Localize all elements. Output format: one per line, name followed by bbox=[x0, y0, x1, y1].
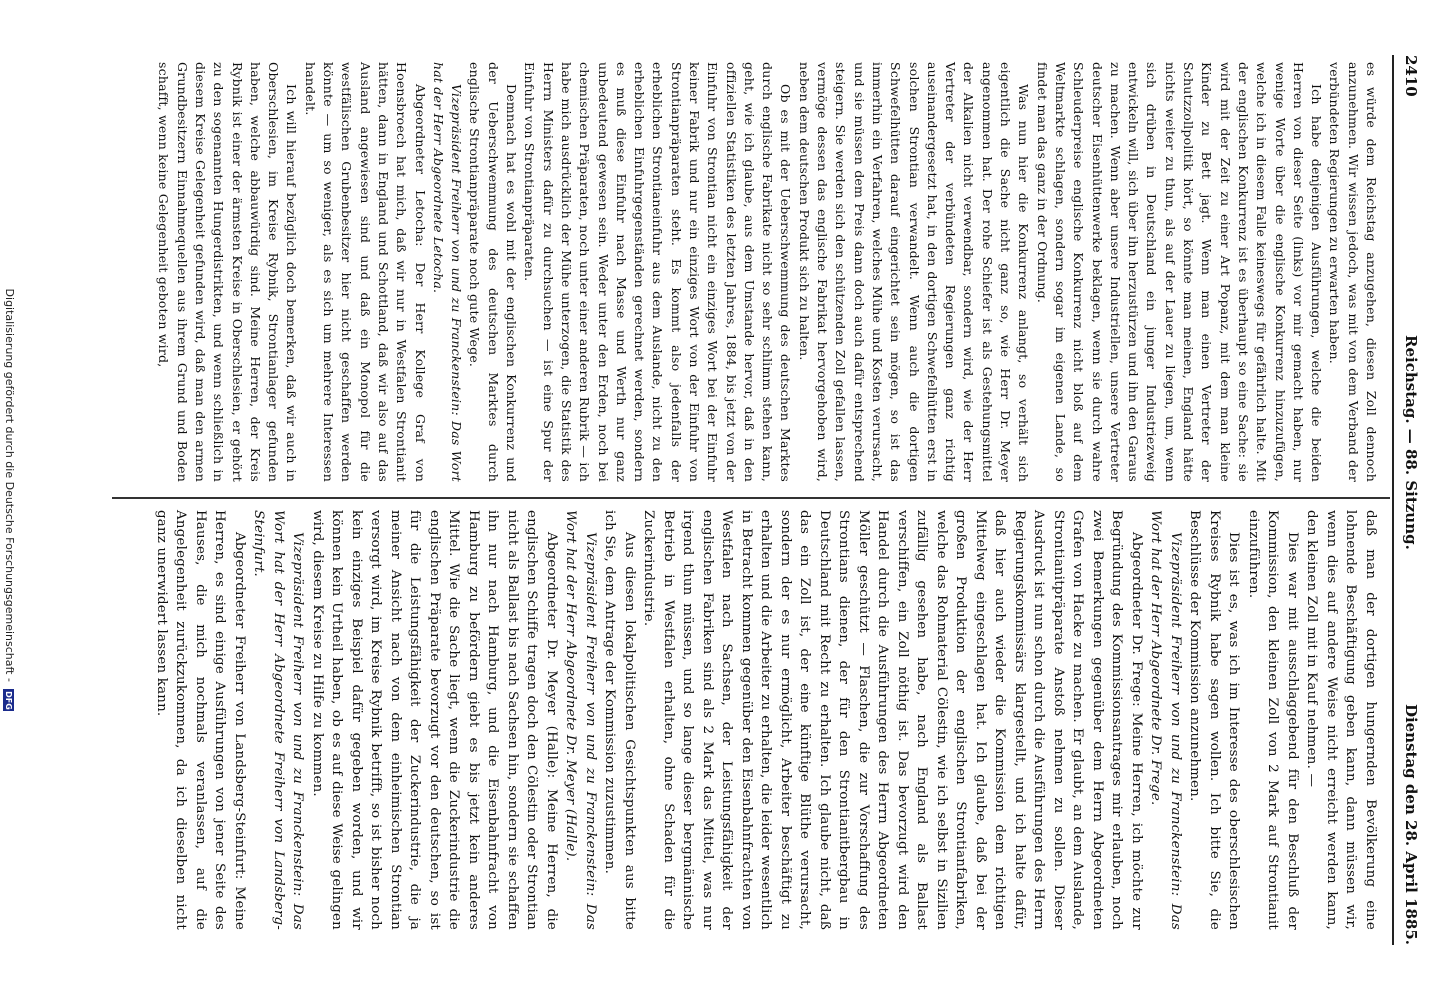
speaker-paragraph: Vizepräsident Freiherr von und zu Franckenstein: Das Wort hat der Herr Abgeordnete Letocha. bbox=[430, 62, 465, 482]
dfg-logo-icon: DFG bbox=[4, 691, 14, 710]
paragraph: Ob es mit der Ueberschwemmung des deutschen Marktes durch englische Fabrikate nicht so sehr schlimm stehen kann, geht, wie ich glaube, aus dem Umstande hervor, daß in den offiziellen Statistiken des letzten Jahres, 1884, bis jetzt von der Einfuhr von Strontian nicht ein einziges Wort bei der Einfuhr keiner Fabrik und nur ein einziges Wort von der Einfuhr von Strontianpräparaten steht. Es kommt also jedenfalls der erheblichen Strontianeinfuhr aus dem Auslande, nicht zu den erheblichen Einfuhrgegenständen gerechnet werden, sondern es muß diese Einfuhr nach Masse und Werth nur ganz unbedeutend gewesen sein. Weder unter den Erden, noch bei chemischen Präparaten, noch unter einer anderen Rubrik — ich habe mich ausdrücklich der Mühe unterzogen, die Statistik des Herrn Ministers dafür zu durchsuchen — ist eine Spur der Einfuhr von Strontianpräparaten. bbox=[522, 62, 794, 482]
footer-text: Digitalisierung gefördert durch die Deutsche Forschungsgemeinschaft - bbox=[3, 288, 16, 682]
header-date: Dienstag den 28. April 1885. bbox=[1402, 703, 1420, 945]
paragraph: Abgeordneter Freiherr von Landsberg-Steinfurt: Meine Herren, es sind einige Ausführungen von jener Seite des Hauses, die mich nochmals veranlassen, auf die Angelegenheit zurückzukommen, da ich dieselben nicht ganz unerwidert lassen kann. bbox=[154, 510, 247, 930]
digitization-footer bbox=[0, 0, 18, 1000]
paragraph: Ich will hierauf bezüglich doch bemerken, daß wir auch in Oberschlesien, im Kreise Rybnik, Strontianlager gefunden haben, welche abbauwürdig sind. Meine Herren, der Kreis Rybnik ist einer der ärmsten Kreise in Oberschlesien, er gehört zu den sogenannten Hungerdistrikten, und wenn schließlich in diesem Kreise Gelegenheit gefunden wird, daß man den armen Grundbesitzern Einnahmequellen aus ihrem Grund und Boden schafft, wenn keine Gelegenheit geboten wird, bbox=[156, 62, 300, 482]
page-header bbox=[1398, 55, 1424, 945]
speaker-paragraph: Vizepräsident Freiherr von und zu Franckenstein: Das Wort hat der Herr Abgeordnete Dr. Frege. bbox=[1148, 510, 1183, 930]
paragraph: daß man der dortigen hungernden Bevölkerung eine lohnende Beschäftigung geben kann, dann müssen wir, wenn dies auf andere Weise nicht erreicht werden kann, den kleinen Zoll mit in Kauf nehmen. — bbox=[1304, 510, 1378, 930]
speaker-paragraph: Vizepräsident Freiherr von und zu Franckenstein: Das Wort hat der Herr Abgeordnete Dr. Meyer (Halle). bbox=[563, 510, 598, 930]
paragraph: Was nun hier die Konkurrenz anlangt, so verhält sich eigentlich die Sache nicht ganz so, wie Herr Dr. Meyer angenommen hat. Der rohe Schiefer ist als Gestehungsmittel der Alkalien nicht verwendbar, sondern wird, wie der Herr Vertreter der verbündeten Regierungen ganz richtig auseinandergesetzt hat, in den dortigen Schwefelhütten erst in solchen Strontian verwandelt. Wenn auch die dortigen Schwefelhütten darauf eingerichtet sein mögen, so ist das immerhin ein Verfahren, welches Mühe und Kosten verursacht, und sie müssen dem Preis dann doch auch dafür entsprechend steigern. Sie werden sich den schützenden Zoll gefallen lassen, vermöge dessen das englische Fabrikat hervorgehoben wird, neben dem deutschen Produkt sich zu halten. bbox=[796, 62, 1032, 482]
left-column bbox=[154, 62, 1380, 482]
paragraph: Dies ist es, was ich im Interesse des oberschlesischen Kreises Rybnik habe sagen wollen. Ich bitte Sie, die Beschlüsse der Kommission anzunehmen. bbox=[1187, 510, 1242, 930]
header-title: Reichstag. — 88. Sitzung. bbox=[1402, 335, 1420, 550]
paragraph: Demnach hat es wohl mit der englischen Konkurrenz und der Ueberschwemmung des deutschen Marktes durch englische Strontianpräparate noch gute Wege. bbox=[467, 62, 520, 482]
paragraph: Ich habe denjenigen Ausführungen, welche die beiden Herren von dieser Seite (links) vor mir gemacht haben, nur wenige Worte über die englische Konkurrenz hinzuzufügen, welche ich in diesem Falle keineswegs für gefährlich halte. Mit der englischen Konkurrenz ist es überhaupt so eine Sache: sie wird mit der Zeit zu einer Art Popanz, mit dem man kleine Kinder zu Bett jagt. Wenn man einen Vertreter der Schutzzollpolitik hört, so könnte man meinen, England hätte nichts weiter zu thun, als auf der Lauer zu liegen, um, wenn sich drüben in Deutschland ein junger Industriezweig entwickeln will, sich über ihn herzustürzen und ihn den Garaus zu machen. Wenn aber unsere Industriellen, unsere Vertreter deutscher Eisenhüttenwerke beklagen, wenn sie durch wahre Schleuderpreise englische Konkurrenz nicht bloß auf dem Weltmarkte schlagen, sondern sogar im eigenen Lande, so findet man das ganz in der Ordnung. bbox=[1034, 62, 1325, 482]
page-number: 2410 bbox=[1402, 55, 1420, 97]
speaker-paragraph: Vizepräsident Freiherr von und zu Franckenstein: Das Wort hat der Herr Abgeordnete Freiherr von Landsberg-Steinfurt. bbox=[251, 510, 306, 930]
paragraph: Abgeordneter Dr. Meyer (Halle): Meine Herren, die englischen Schiffe tragen doch den Cölestin oder Strontian nicht als Ballast bis nach Sachsen hin, sondern sie schaffen ihn nur nach Hamburg, und die Eisenbahnfracht von Hamburg zu befördern giebt es bis jetzt kein anderes Mittel. Wie die Sache liegt, wenn die Zuckerindustrie die englischen Präparate bevorzugt vor den deutschen, so ist für die Leistungsfähigkeit der Zuckerindustrie, die ja meiner Ansicht nach von dem einheimischen Strontian versorgt wird, im Kreise Rybnik betrifft, so ist bisher noch kein einziges Beispiel dafür gegeben worden, und wir können kein Urtheil haben, ob es auf diese Weise gelingen wird, diesem Kreise zu Hilfe zu kommen. bbox=[310, 510, 559, 930]
paragraph: Aus diesen lokalpolitischen Gesichtspunkten aus bitte ich Sie, dem Antrage der Kommission zuzustimmen. bbox=[602, 510, 637, 930]
right-column bbox=[152, 510, 1381, 930]
paragraph: Dies war mit ausschlaggebend für den Beschluß der Kommission, den kleinen Zoll von 2 Mark auf Strontianit einzuführen. bbox=[1246, 510, 1300, 930]
paragraph: Abgeordneter Letocha: Der Herr Kollege Graf von Hoensbroech hat mich, daß wir nur in Westfalen Strontianit hätten, dann in England und Schottland, daß wir also auf das Ausland angewiesen sind und daß ein Monopol für die westfälischen Grubenbesitzer hier nicht geschaffen werden könnte — um so weniger, als es sich um mehrere Interessen handelt. bbox=[302, 62, 428, 482]
paragraph: es würde dem Reichstag anzugehen, diesen Zoll dennoch anzunehmen. Wir wissen jedoch, was mit von dem Verband der verbündeten Regierungen zu erwarten haben. bbox=[1327, 62, 1379, 482]
column-separator bbox=[112, 497, 1390, 499]
paragraph: Abgeordneter Dr. Frege: Meine Herren, ich möchte zur Begründung des Kommissionsantrages mir erlauben, noch zwei Bemerkungen gegenüber dem Herrn Abgeordneten Grafen von Hacke zu machen. Er glaubt, an dem Auslande, Strontianitpräparate Anstoß nehmen zu sollen. Dieser Ausdruck ist nun schon durch die Ausführungen des Herrn Regierungskommissärs klargestellt, und ich halte dafür, daß hier auch wieder die Kommission dem richtigen Mittelweg eingeschlagen hat. Ich glaube, daß bei der großen Produktion der englischen Strontianfabriken, welche das Rohmaterial Cölestin, wie ich selbst in Sizilien zufällig gesehen habe, nach England als Ballast verschiffen, ein Zoll nöthig ist. Das bevorzugt wird den Handel durch die Ausführungen des Herrn Abgeordneten Möller geschützt — Flaschen, die zur Vorschaffung des Strontians dienen, der für den Strontianitbergbau in Deutschland mit Recht zu erhalten. Ich glaube nicht, daß das ein Zoll ist, der eine künftige Blüthe verursacht, sondern der es nur ermöglicht, Arbeiter beschäftigt zu erhalten und die Arbeiter zu erhalten, die leider wesentlich in Betracht kommen gegenüber den Eisenbahnfrachten von Westfalen nach Sachsen, der Leistungsfähigkeit der englischen Fabriken sind als 2 Mark das Mittel, was nur irgend thun müssen, und so lange dieser bergmännische Betrieb in Westfalen erhalten, ohne Schaden für die Zuckerindustrie. bbox=[641, 510, 1144, 930]
header-rule bbox=[1392, 55, 1394, 945]
